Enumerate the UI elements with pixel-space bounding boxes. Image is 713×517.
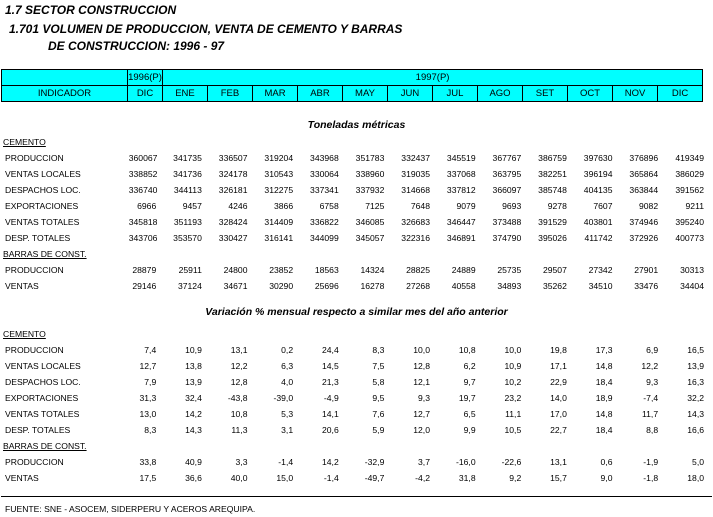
- table-cell: -4,9: [323, 393, 339, 403]
- table-cell: 18563: [314, 265, 339, 275]
- table-cell: 5,9: [372, 425, 385, 435]
- table-cell: 346447: [446, 217, 476, 227]
- section-heading: 1.7 SECTOR CONSTRUCCION: [5, 3, 177, 17]
- table-cell: 400773: [675, 233, 704, 243]
- table-cell: 32,4: [185, 393, 202, 403]
- table-cell: 14,5: [322, 361, 339, 371]
- table-cell: 13,8: [185, 361, 202, 371]
- table-cell: 22,9: [550, 377, 567, 387]
- table-cell: 314668: [401, 185, 430, 195]
- table-cell: 397630: [583, 153, 613, 163]
- table-cell: 10,9: [185, 345, 202, 355]
- table-cell: 391562: [675, 185, 704, 195]
- table-cell: 8,3: [144, 425, 157, 435]
- table-cell: 353570: [173, 233, 202, 243]
- table-cell: 322316: [401, 233, 430, 243]
- table-row: [1, 262, 712, 278]
- table-row: [1, 198, 712, 214]
- header-month: ENE: [163, 86, 208, 102]
- header-month: JUL: [433, 86, 478, 102]
- table-cell: 9082: [638, 201, 659, 211]
- table-cell: 34671: [223, 281, 248, 291]
- table-cell: 336507: [218, 153, 248, 163]
- row-label: DESP. TOTALES: [5, 425, 71, 435]
- table-cell: 346891: [446, 233, 476, 243]
- header-year-1997: 1997(P): [163, 70, 703, 86]
- table-cell: -1,4: [278, 457, 294, 467]
- table-cell: 386759: [538, 153, 567, 163]
- table-cell: -16,0: [456, 457, 476, 467]
- table-title-line2: DE CONSTRUCCION: 1996 - 97: [48, 39, 225, 53]
- table-row: [1, 374, 712, 390]
- table-cell: 8,3: [372, 345, 385, 355]
- table-cell: 16,6: [687, 425, 704, 435]
- table-cell: 33476: [634, 281, 659, 291]
- table-cell: 27268: [406, 281, 430, 291]
- table-row: [1, 182, 712, 198]
- row-label: DESPACHOS LOC.: [5, 377, 81, 387]
- header-month: MAY: [343, 86, 388, 102]
- table-cell: -1,8: [643, 473, 659, 483]
- table-cell: 27342: [588, 265, 613, 275]
- table-cell: 7648: [410, 201, 430, 211]
- table-cell: 11,7: [642, 409, 659, 419]
- table-cell: 14,2: [322, 457, 339, 467]
- table-cell: 14,3: [687, 409, 704, 419]
- table-cell: 12,7: [413, 409, 430, 419]
- table-cell: 5,3: [281, 409, 294, 419]
- table-cell: 12,8: [230, 377, 248, 387]
- table-cell: 9211: [685, 201, 704, 211]
- table-row: [1, 214, 712, 230]
- table-cell: 13,1: [230, 345, 248, 355]
- table-cell: 3,1: [281, 425, 294, 435]
- row-label: VENTAS LOCALES: [5, 169, 81, 179]
- table-cell: 4246: [228, 201, 248, 211]
- group-label: CEMENTO: [3, 137, 46, 147]
- table-cell: 7,4: [144, 345, 157, 355]
- table-cell: 3866: [273, 201, 294, 211]
- table-cell: 4,0: [281, 377, 294, 387]
- header-month: AGO: [478, 86, 523, 102]
- table-cell: 28825: [406, 265, 430, 275]
- table-row: [1, 342, 712, 358]
- table-cell: 10,8: [230, 409, 248, 419]
- table-cell: 0,2: [281, 345, 294, 355]
- table-cell: 336822: [310, 217, 339, 227]
- table-cell: 319204: [264, 153, 294, 163]
- table-cell: 316141: [264, 233, 294, 243]
- table-cell: 17,1: [550, 361, 567, 371]
- table-cell: 10,9: [504, 361, 522, 371]
- table-cell: 22,7: [550, 425, 567, 435]
- section2-table: [1, 326, 712, 486]
- table-cell: 7,9: [144, 377, 157, 387]
- table-cell: 7607: [593, 201, 613, 211]
- table-cell: 13,1: [550, 457, 567, 467]
- table-row: [1, 230, 712, 246]
- table-cell: 404135: [583, 185, 613, 195]
- table-cell: 12,2: [641, 361, 659, 371]
- table-cell: 10,0: [413, 345, 430, 355]
- header-month: MAR: [253, 86, 298, 102]
- table-cell: 14,2: [185, 409, 202, 419]
- table-cell: 326683: [401, 217, 430, 227]
- table-row: [1, 470, 712, 486]
- header-month: OCT: [568, 86, 613, 102]
- table-cell: 31,3: [139, 393, 157, 403]
- table-cell: 337932: [355, 185, 385, 195]
- table-cell: 24889: [451, 265, 476, 275]
- table-cell: 326181: [218, 185, 248, 195]
- table-cell: 40,0: [230, 473, 248, 483]
- row-label: PRODUCCION: [5, 345, 64, 355]
- table-cell: 19,8: [550, 345, 567, 355]
- table-cell: 35262: [542, 281, 567, 291]
- table-cell: 12,0: [413, 425, 430, 435]
- table-cell: 24,4: [322, 345, 339, 355]
- table-cell: -1,4: [323, 473, 339, 483]
- table-cell: -4,2: [415, 473, 430, 483]
- table-cell: -32,9: [364, 457, 385, 467]
- header-month: ABR: [298, 86, 343, 102]
- table-cell: 8,8: [646, 425, 659, 435]
- table-header: [1, 69, 713, 102]
- table-cell: 6,3: [281, 361, 294, 371]
- table-cell: -39,0: [273, 393, 294, 403]
- table-cell: 33,8: [139, 457, 157, 467]
- table-cell: 376896: [629, 153, 659, 163]
- table-cell: 345057: [355, 233, 385, 243]
- table-row: [1, 150, 712, 166]
- table-cell: 344113: [173, 185, 202, 195]
- table-cell: 12,2: [230, 361, 248, 371]
- table-cell: 12,7: [139, 361, 157, 371]
- table-cell: 328424: [218, 217, 248, 227]
- table-row: [1, 454, 712, 470]
- table-cell: 9693: [502, 201, 522, 211]
- table-cell: 25911: [178, 265, 202, 275]
- table-cell: 18,9: [595, 393, 613, 403]
- header-indicator-label: INDICADOR: [2, 86, 128, 102]
- table-cell: 374790: [492, 233, 522, 243]
- table-cell: 338960: [355, 169, 385, 179]
- row-label: PRODUCCION: [5, 457, 64, 467]
- table-cell: 336740: [128, 185, 158, 195]
- section1-table: [1, 134, 712, 294]
- table-cell: 20,6: [322, 425, 339, 435]
- row-label: PRODUCCION: [5, 153, 64, 163]
- table-cell: 6966: [137, 201, 157, 211]
- row-label: VENTAS TOTALES: [5, 409, 80, 419]
- table-cell: 10,8: [458, 345, 476, 355]
- table-cell: 6,5: [463, 409, 476, 419]
- table-cell: 14324: [360, 265, 385, 275]
- table-cell: 11,1: [505, 409, 522, 419]
- table-cell: 30313: [680, 265, 704, 275]
- table-cell: 332437: [401, 153, 430, 163]
- table-cell: 9,0: [600, 473, 613, 483]
- table-cell: 18,4: [595, 425, 613, 435]
- table-cell: 341735: [173, 153, 202, 163]
- table-row: [1, 278, 712, 294]
- group-label: BARRAS DE CONST.: [3, 441, 87, 451]
- table-cell: 343968: [310, 153, 339, 163]
- table-cell: -22,6: [501, 457, 522, 467]
- table-cell: 365864: [629, 169, 659, 179]
- table-cell: 5,0: [692, 457, 704, 467]
- table-cell: 396194: [583, 169, 613, 179]
- table-cell: 34893: [497, 281, 522, 291]
- table-cell: 319035: [401, 169, 430, 179]
- table-cell: 29507: [542, 265, 567, 275]
- table-cell: -1,9: [643, 457, 659, 467]
- table-cell: 386029: [675, 169, 704, 179]
- section2-title: Variación % mensual respecto a similar mes del año anterior: [205, 306, 508, 318]
- table-cell: -7,4: [643, 393, 659, 403]
- row-label: VENTAS LOCALES: [5, 361, 81, 371]
- row-label: EXPORTACIONES: [5, 201, 79, 211]
- table-cell: 330427: [218, 233, 248, 243]
- table-cell: 385748: [538, 185, 567, 195]
- header-month: FEB: [208, 86, 253, 102]
- table-cell: 411742: [584, 233, 613, 243]
- table-cell: 344099: [310, 233, 339, 243]
- table-cell: 9,7: [463, 377, 476, 387]
- table-cell: 6758: [319, 201, 339, 211]
- table-cell: 17,5: [139, 473, 157, 483]
- table-cell: 19,7: [458, 393, 476, 403]
- table-cell: 346085: [355, 217, 385, 227]
- table-cell: 12,1: [413, 377, 430, 387]
- row-label: EXPORTACIONES: [5, 393, 79, 403]
- table-cell: 17,3: [595, 345, 613, 355]
- group-label: CEMENTO: [3, 329, 46, 339]
- table-cell: 14,3: [185, 425, 202, 435]
- table-cell: 395026: [538, 233, 567, 243]
- table-cell: 16,5: [687, 345, 704, 355]
- table-cell: 366097: [492, 185, 522, 195]
- table-cell: 373488: [492, 217, 522, 227]
- table-cell: 7125: [365, 201, 385, 211]
- row-label: VENTAS: [5, 281, 39, 291]
- table-cell: 36,6: [185, 473, 202, 483]
- table-cell: 40,9: [185, 457, 202, 467]
- table-cell: 374946: [629, 217, 659, 227]
- row-label: DESP. TOTALES: [5, 233, 71, 243]
- footer-divider: [1, 496, 712, 497]
- table-cell: 324178: [218, 169, 248, 179]
- table-cell: 6,2: [463, 361, 476, 371]
- table-cell: 21,3: [322, 377, 339, 387]
- table-cell: 32,2: [687, 393, 704, 403]
- table-row: [1, 358, 712, 374]
- table-cell: 330064: [310, 169, 339, 179]
- table-cell: 403801: [583, 217, 613, 227]
- table-cell: 391529: [538, 217, 567, 227]
- table-cell: 360067: [128, 153, 158, 163]
- header-month: DIC: [658, 86, 703, 102]
- table-cell: 341736: [173, 169, 202, 179]
- table-cell: 9,2: [509, 473, 522, 483]
- source-footnote: FUENTE: SNE - ASOCEM, SIDERPERU Y ACEROS AREQUIPA.: [5, 504, 256, 514]
- table-cell: 337068: [446, 169, 476, 179]
- table-cell: 382251: [538, 169, 567, 179]
- table-cell: 15,0: [276, 473, 294, 483]
- table-cell: 363795: [492, 169, 522, 179]
- table-cell: 34404: [680, 281, 704, 291]
- table-cell: 343706: [128, 233, 158, 243]
- table-cell: 28879: [132, 265, 157, 275]
- table-cell: 367767: [492, 153, 522, 163]
- group-row: [1, 134, 712, 150]
- table-cell: 24800: [223, 265, 248, 275]
- table-row: [1, 390, 712, 406]
- table-cell: 13,0: [139, 409, 157, 419]
- table-cell: 37124: [177, 281, 202, 291]
- table-cell: 29146: [132, 281, 157, 291]
- table-cell: 12,8: [413, 361, 430, 371]
- table-cell: 337341: [310, 185, 339, 195]
- table-cell: 25696: [314, 281, 339, 291]
- table-row: [1, 166, 712, 182]
- table-cell: 3,3: [235, 457, 248, 467]
- table-cell: 31,8: [458, 473, 476, 483]
- table-cell: 7,6: [372, 409, 385, 419]
- table-cell: 17,0: [550, 409, 567, 419]
- table-cell: 10,0: [504, 345, 522, 355]
- table-cell: -43,8: [227, 393, 248, 403]
- table-cell: 14,8: [595, 409, 613, 419]
- table-cell: 27901: [634, 265, 659, 275]
- table-cell: 363844: [629, 185, 659, 195]
- table-cell: 372926: [629, 233, 659, 243]
- table-cell: 18,4: [595, 377, 613, 387]
- table-cell: 395240: [675, 217, 704, 227]
- table-cell: 9278: [547, 201, 567, 211]
- table-cell: 3,7: [418, 457, 430, 467]
- table-cell: 0,6: [600, 457, 613, 467]
- table-row: [1, 406, 712, 422]
- table-cell: 13,9: [687, 361, 704, 371]
- row-label: VENTAS: [5, 473, 39, 483]
- group-row: [1, 438, 712, 454]
- table-cell: 16,3: [687, 377, 704, 387]
- row-label: PRODUCCION: [5, 265, 64, 275]
- table-cell: 310543: [264, 169, 294, 179]
- table-cell: 337812: [446, 185, 476, 195]
- table-cell: 23,2: [504, 393, 522, 403]
- table-cell: 345519: [446, 153, 476, 163]
- table-cell: 34510: [588, 281, 613, 291]
- table-cell: 9,9: [463, 425, 476, 435]
- table-cell: 312275: [264, 185, 294, 195]
- table-cell: 314409: [264, 217, 294, 227]
- header-month: JUN: [388, 86, 433, 102]
- table-cell: 7,5: [372, 361, 385, 371]
- table-cell: 419349: [675, 153, 704, 163]
- section1-title: Toneladas métricas: [307, 119, 406, 131]
- table-cell: 338852: [128, 169, 158, 179]
- table-cell: 23852: [269, 265, 294, 275]
- table-cell: 10,5: [504, 425, 522, 435]
- header-month: SET: [523, 86, 568, 102]
- group-row: [1, 326, 712, 342]
- table-cell: 13,9: [185, 377, 202, 387]
- table-cell: 9,5: [372, 393, 385, 403]
- header-indicator-blank: [2, 70, 128, 86]
- table-cell: 30290: [269, 281, 294, 291]
- row-label: VENTAS TOTALES: [5, 217, 80, 227]
- table-cell: 16278: [360, 281, 385, 291]
- table-cell: 9457: [182, 201, 202, 211]
- table-cell: 351783: [355, 153, 385, 163]
- table-cell: 14,0: [550, 393, 567, 403]
- group-label: BARRAS DE CONST.: [3, 249, 87, 259]
- table-cell: 14,1: [322, 409, 339, 419]
- table-cell: 10,2: [504, 377, 522, 387]
- table-cell: 11,3: [231, 425, 248, 435]
- table-cell: 345818: [128, 217, 158, 227]
- table-cell: 5,8: [372, 377, 385, 387]
- header-month: NOV: [613, 86, 658, 102]
- row-label: DESPACHOS LOC.: [5, 185, 81, 195]
- table-cell: 9,3: [646, 377, 659, 387]
- table-cell: -49,7: [364, 473, 385, 483]
- table-cell: 9,3: [418, 393, 430, 403]
- table-cell: 18,0: [687, 473, 704, 483]
- table-row: [1, 422, 712, 438]
- table-cell: 25735: [497, 265, 522, 275]
- table-cell: 14,8: [595, 361, 613, 371]
- table-cell: 9079: [456, 201, 476, 211]
- table-cell: 40558: [451, 281, 476, 291]
- table-cell: 6,9: [646, 345, 659, 355]
- table-cell: 15,7: [550, 473, 567, 483]
- table-title-line1: 1.701 VOLUMEN DE PRODUCCION, VENTA DE CEMENTO Y BARRAS: [9, 22, 403, 36]
- header-month: DIC: [128, 86, 163, 102]
- group-row: [1, 246, 712, 262]
- header-year-1996: 1996(P): [128, 70, 163, 86]
- table-cell: 351193: [173, 217, 202, 227]
